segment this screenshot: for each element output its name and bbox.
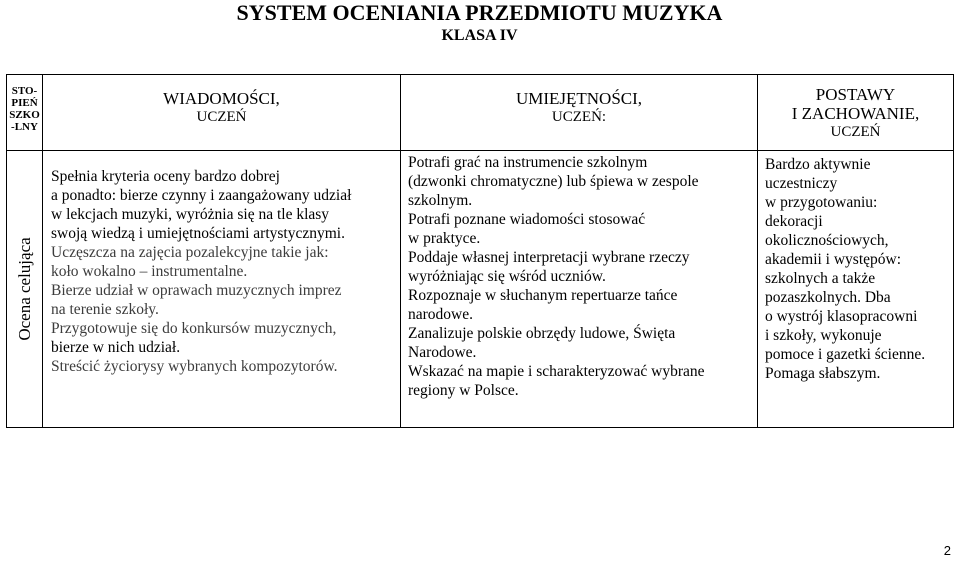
stopien-line: PIEŃ <box>11 97 38 109</box>
stopien-line: STO- <box>11 85 38 97</box>
document-subtitle: KLASA IV <box>441 27 518 44</box>
umiejetnosci-line: w praktyce. <box>408 230 481 247</box>
umiejetnosci-line: Potrafi grać na instrumencie szkolnym <box>408 154 648 171</box>
wiedza-line: bierze w nich udział. <box>51 339 181 356</box>
umiejetnosci-cell <box>401 151 758 428</box>
wiedza-line: w lekcjach muzyki, wyróżnia się na tle klasy <box>51 206 330 223</box>
umiejetnosci-line: Zanalizuje polskie obrzędy ludowe, Święta <box>408 325 676 342</box>
wiedza-line: Bierze udział w oprawach muzycznych imprez <box>51 282 342 299</box>
document-header <box>0 0 959 46</box>
umiejetnosci-header-line1: UMIEJĘTNOŚCI, <box>515 89 643 108</box>
grade-cell <box>7 151 43 428</box>
wiedza-cell <box>43 151 401 428</box>
umiejetnosci-header <box>401 75 758 151</box>
umiejetnosci-line: Rozpoznaje w słuchanym repertuarze tańce <box>408 287 678 304</box>
grade-label: Ocena celująca <box>14 237 34 341</box>
umiejetnosci-line: Potrafi poznane wiadomości stosować <box>408 211 646 228</box>
postawy-cell <box>758 151 954 428</box>
header-row <box>7 75 954 151</box>
postawy-line: okolicznościowych, <box>765 232 889 249</box>
postawy-line: o wystrój klasopracowni <box>765 308 918 325</box>
umiejetnosci-line: (dzwonki chromatyczne) lub śpiewa w zespole <box>408 173 699 190</box>
postawy-header-line3: UCZEŃ <box>830 124 881 140</box>
postawy-line: dekoracji <box>765 213 823 230</box>
wiedza-line: a ponadto: bierze czynny i zaangażowany udział <box>51 187 352 204</box>
page-number: 2 <box>943 543 951 558</box>
umiejetnosci-line: regiony w Polsce. <box>408 382 519 399</box>
umiejetnosci-header-line2: UCZEŃ: <box>551 109 607 125</box>
postawy-line: w przygotowaniu: <box>765 194 878 211</box>
postawy-line: Pomaga słabszym. <box>765 365 881 382</box>
wiedza-line: koło wokalno – instrumentalne. <box>51 263 248 280</box>
wiedza-header <box>43 75 401 151</box>
postawy-line: akademii i występów: <box>765 251 902 268</box>
wiedza-line: Przygotowuje się do konkursów muzycznych, <box>51 320 337 337</box>
umiejetnosci-line: narodowe. <box>408 306 473 323</box>
umiejetnosci-line: szkolnym. <box>408 192 473 209</box>
wiedza-header-line1: WIADOMOŚCI, <box>163 89 280 108</box>
wiedza-line: na terenie szkoły. <box>51 301 159 318</box>
postawy-line: i szkoły, wykonuje <box>765 327 882 344</box>
postawy-header-line1: POSTAWY <box>815 85 896 104</box>
stopien-line: SZKO <box>9 109 40 121</box>
wiedza-line: Streścić życiorysy wybranych kompozytorów. <box>51 358 338 375</box>
document-title: SYSTEM OCENIANIA PRZEDMIOTU MUZYKA <box>236 0 723 25</box>
postawy-line: pozaszkolnych. Dba <box>765 289 891 306</box>
wiedza-line: swoją wiedzą i umiejętnościami artystycznymi. <box>51 225 345 242</box>
umiejetnosci-line: Wskazać na mapie i scharakteryzować wybrane <box>408 363 705 380</box>
grade-row <box>7 151 954 428</box>
wiedza-line: Uczęszcza na zajęcia pozalekcyjne takie jak: <box>51 244 329 261</box>
stopien-header <box>7 75 43 151</box>
postawy-line: Bardzo aktywnie <box>765 156 871 173</box>
postawy-header <box>758 75 954 151</box>
wiedza-line: Spełnia kryteria oceny bardzo dobrej <box>51 168 280 185</box>
postawy-line: szkolnych a także <box>765 270 876 287</box>
umiejetnosci-line: wyróżniając się wśród uczniów. <box>408 268 606 285</box>
wiedza-header-line2: UCZEŃ <box>196 109 247 125</box>
umiejetnosci-line: Narodowe. <box>408 344 477 361</box>
postawy-line: pomoce i gazetki ścienne. <box>765 346 926 363</box>
postawy-header-line2: I ZACHOWANIE, <box>791 104 920 123</box>
umiejetnosci-line: Poddaje własnej interpretacji wybrane rzeczy <box>408 249 690 266</box>
postawy-line: uczestniczy <box>765 175 838 192</box>
stopien-line: -LNY <box>11 121 38 133</box>
grading-table <box>6 74 954 428</box>
